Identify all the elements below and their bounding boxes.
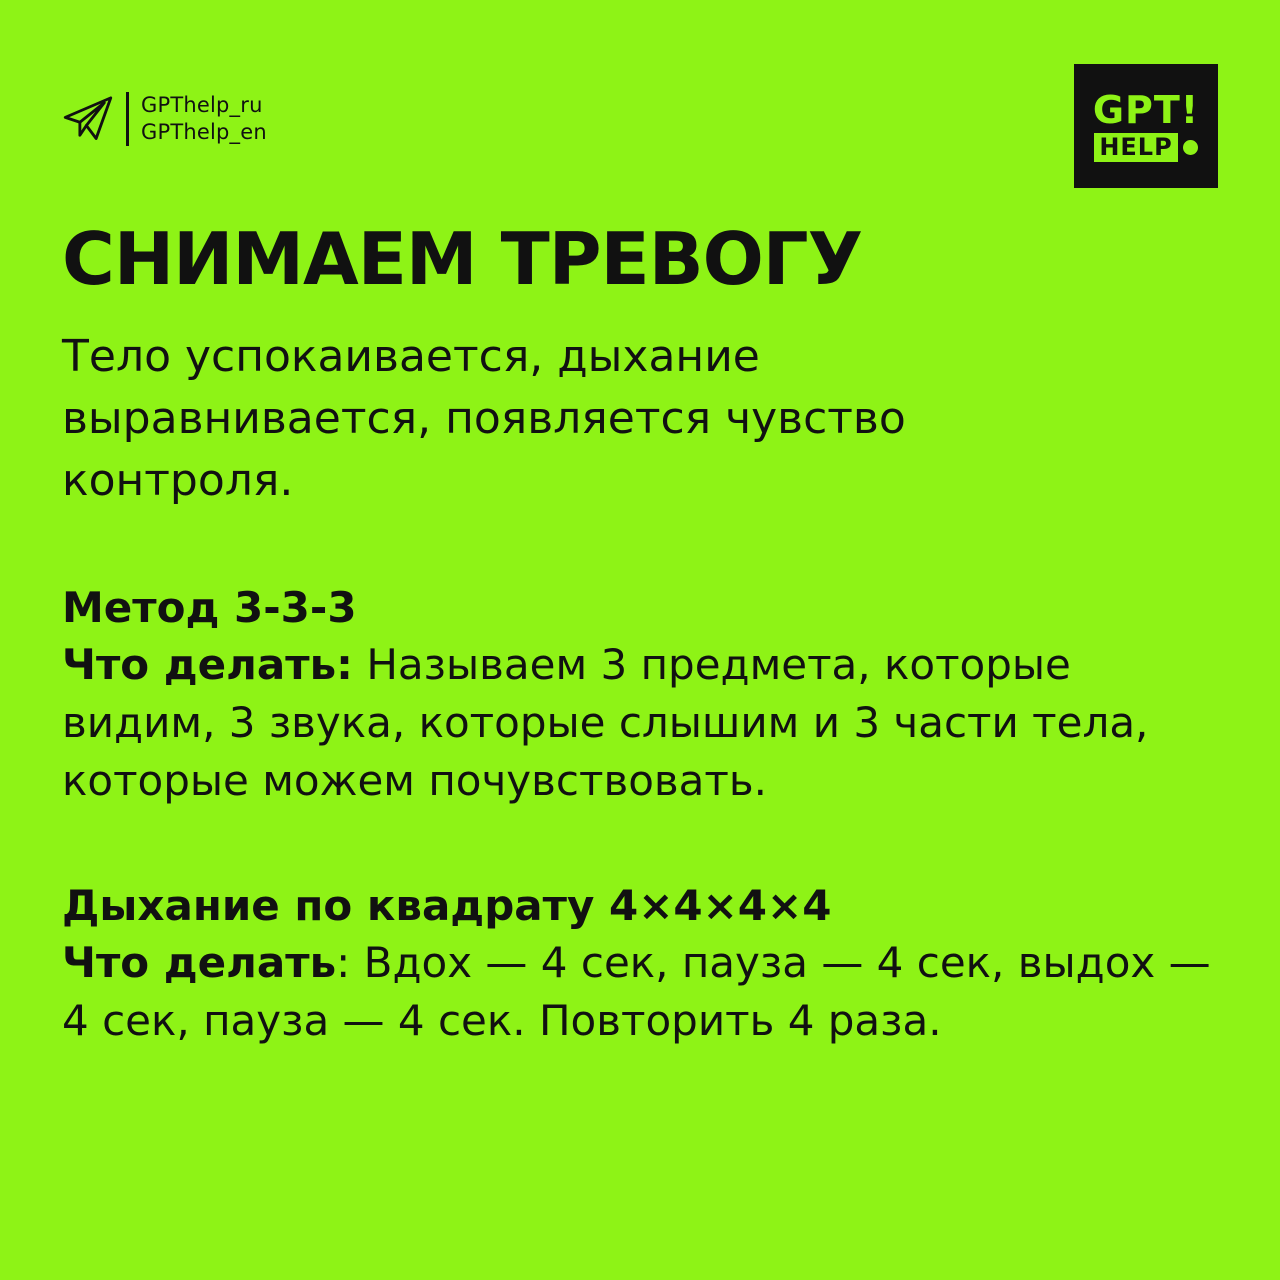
section-text: : Вдох — 4 сек, пауза — 4 сек, выдох — 4 сек, пауза — 4 сек. Повторить 4 раза. xyxy=(62,938,1211,1045)
section-box-breathing xyxy=(62,878,1222,1050)
gpt-help-logo xyxy=(1074,64,1218,188)
section-method-333 xyxy=(62,580,1222,810)
section-body xyxy=(62,636,1212,810)
page-title: СНИМАЕМ ТРЕВОГУ xyxy=(62,217,863,301)
logo-bottom-text: HELP xyxy=(1094,133,1177,162)
dot-icon xyxy=(1183,140,1198,155)
section-heading: Метод 3-3-3 xyxy=(62,583,357,632)
section-text: Называем 3 предмета, которые видим, 3 звука, которые слышим и 3 части тела, которые можем почувствовать. xyxy=(62,640,1149,805)
telegram-handles-block[interactable] xyxy=(62,92,267,146)
logo-bottom-row xyxy=(1094,133,1197,162)
section-label: Что делать xyxy=(62,938,337,987)
telegram-handle-ru[interactable]: GPThelp_ru xyxy=(141,93,263,117)
logo-top-text: GPT! xyxy=(1092,87,1200,132)
telegram-handle-en[interactable]: GPThelp_en xyxy=(141,120,267,144)
card-header xyxy=(0,62,1280,202)
telegram-icon xyxy=(62,93,114,145)
section-heading: Дыхание по квадрату 4×4×4×4 xyxy=(62,881,832,930)
section-body xyxy=(62,934,1212,1050)
handles-list xyxy=(126,92,267,146)
section-label: Что делать: xyxy=(62,640,353,689)
card-content xyxy=(62,218,1222,1050)
lead-paragraph: Тело успокаивается, дыхание выравнивается, появляется чувство контроля. xyxy=(62,331,906,506)
